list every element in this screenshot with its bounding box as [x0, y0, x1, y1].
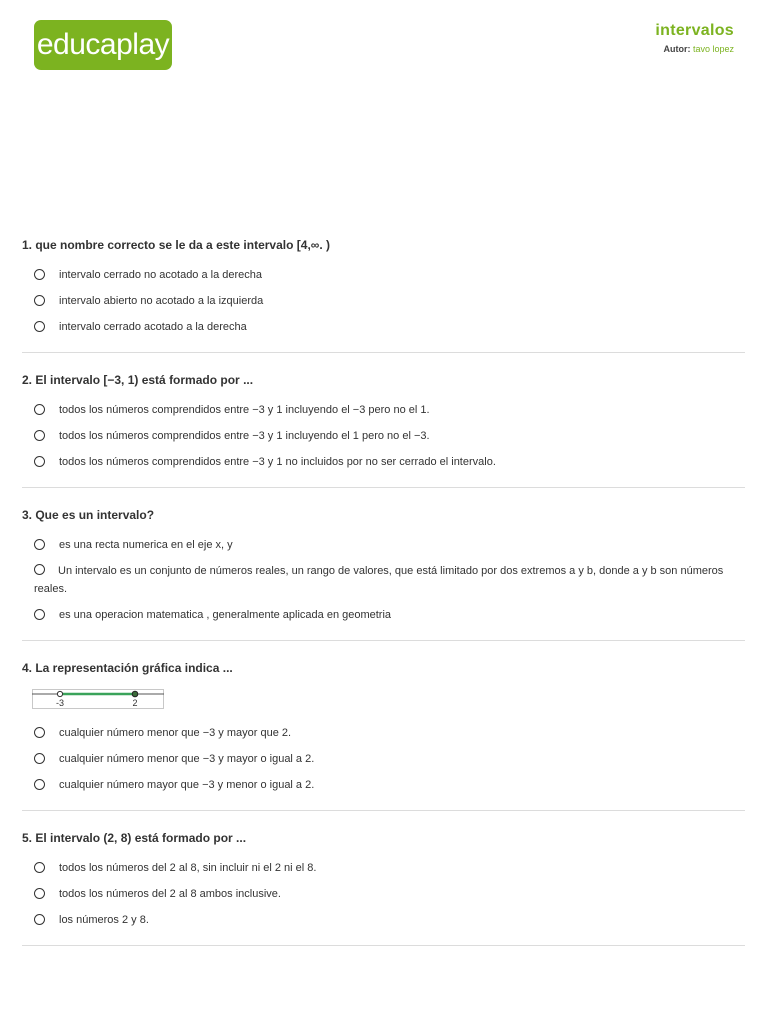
radio-button[interactable] — [34, 269, 45, 280]
radio-button[interactable] — [34, 914, 45, 925]
answer-text: es una recta numerica en el eje x, y — [59, 539, 233, 551]
answer-text: intervalo abierto no acotado a la izquierda — [59, 295, 264, 307]
answer-option[interactable] — [22, 318, 745, 336]
answer-text: cualquier número menor que −3 y mayor o igual a 2. — [59, 753, 315, 765]
educaplay-logo[interactable] — [34, 20, 172, 70]
answer-option[interactable] — [22, 885, 745, 903]
question-text: 4. La representación gráfica indica ... — [22, 661, 233, 675]
question-4 — [22, 655, 745, 811]
activity-title: intervalos — [655, 22, 734, 39]
answer-text: es una operacion matematica , generalmente aplicada en geometria — [59, 609, 392, 621]
radio-button[interactable] — [34, 539, 45, 550]
radio-button[interactable] — [34, 753, 45, 764]
answer-option[interactable] — [22, 292, 745, 310]
activity-header — [655, 22, 734, 54]
closed-endpoint — [132, 691, 138, 697]
logo-text: educaplay — [36, 28, 170, 61]
question-text: 1. que nombre correcto se le da a este intervalo [4,∞. ) — [22, 238, 330, 252]
radio-button[interactable] — [34, 779, 45, 790]
radio-button[interactable] — [34, 321, 45, 332]
author-line — [655, 44, 734, 54]
radio-button[interactable] — [34, 564, 45, 575]
answer-option[interactable] — [22, 859, 745, 877]
question-1 — [22, 232, 745, 353]
answer-option[interactable] — [22, 401, 745, 419]
answer-text: intervalo cerrado acotado a la derecha — [59, 321, 247, 333]
question-text: 2. El intervalo [−3, 1) está formado por ... — [22, 373, 254, 387]
answer-text: Un intervalo es un conjunto de números reales, un rango de valores, que está limitado por dos extremos a y b, donde a y b son números reales. — [34, 565, 724, 595]
number-line-figure — [32, 689, 164, 709]
answer-option[interactable] — [22, 562, 745, 598]
answer-text: todos los números del 2 al 8 ambos inclusive. — [59, 888, 281, 900]
answer-option[interactable] — [22, 911, 745, 929]
answer-option[interactable] — [22, 750, 745, 768]
left-endpoint-label: -3 — [55, 698, 65, 708]
answer-option[interactable] — [22, 724, 745, 742]
right-endpoint-label: 2 — [132, 698, 138, 708]
question-text: 3. Que es un intervalo? — [22, 508, 155, 522]
author-label: Autor: — [663, 44, 691, 54]
answer-text: todos los números comprendidos entre −3 y 1 incluyendo el −3 pero no el 1. — [59, 404, 430, 416]
answer-text: cualquier número mayor que −3 y menor o igual a 2. — [59, 779, 315, 791]
radio-button[interactable] — [34, 295, 45, 306]
answer-text: todos los números del 2 al 8, sin incluir ni el 2 ni el 8. — [59, 862, 317, 874]
answer-text: todos los números comprendidos entre −3 y 1 incluyendo el 1 pero no el −3. — [59, 430, 430, 442]
radio-button[interactable] — [34, 888, 45, 899]
radio-button[interactable] — [34, 862, 45, 873]
answer-option[interactable] — [22, 453, 745, 471]
question-2 — [22, 367, 745, 488]
question-text: 5. El intervalo (2, 8) está formado por ... — [22, 831, 247, 845]
radio-button[interactable] — [34, 404, 45, 415]
answer-text: todos los números comprendidos entre −3 y 1 no incluidos por no ser cerrado el intervalo. — [59, 456, 496, 468]
radio-button[interactable] — [34, 609, 45, 620]
question-5 — [22, 825, 745, 946]
answer-text: los números 2 y 8. — [59, 914, 149, 926]
radio-button[interactable] — [34, 430, 45, 441]
answer-option[interactable] — [22, 776, 745, 794]
radio-button[interactable] — [34, 456, 45, 467]
question-3 — [22, 502, 745, 641]
answer-text: cualquier número menor que −3 y mayor que 2. — [59, 727, 292, 739]
open-endpoint — [57, 691, 62, 696]
answer-option[interactable] — [22, 606, 745, 624]
questions-list — [22, 232, 745, 960]
answer-text: intervalo cerrado no acotado a la derecha — [59, 269, 263, 281]
answer-option[interactable] — [22, 536, 745, 554]
radio-button[interactable] — [34, 727, 45, 738]
answer-option[interactable] — [22, 427, 745, 445]
answer-option[interactable] — [22, 266, 745, 284]
author-name[interactable]: tavo lopez — [692, 44, 734, 54]
